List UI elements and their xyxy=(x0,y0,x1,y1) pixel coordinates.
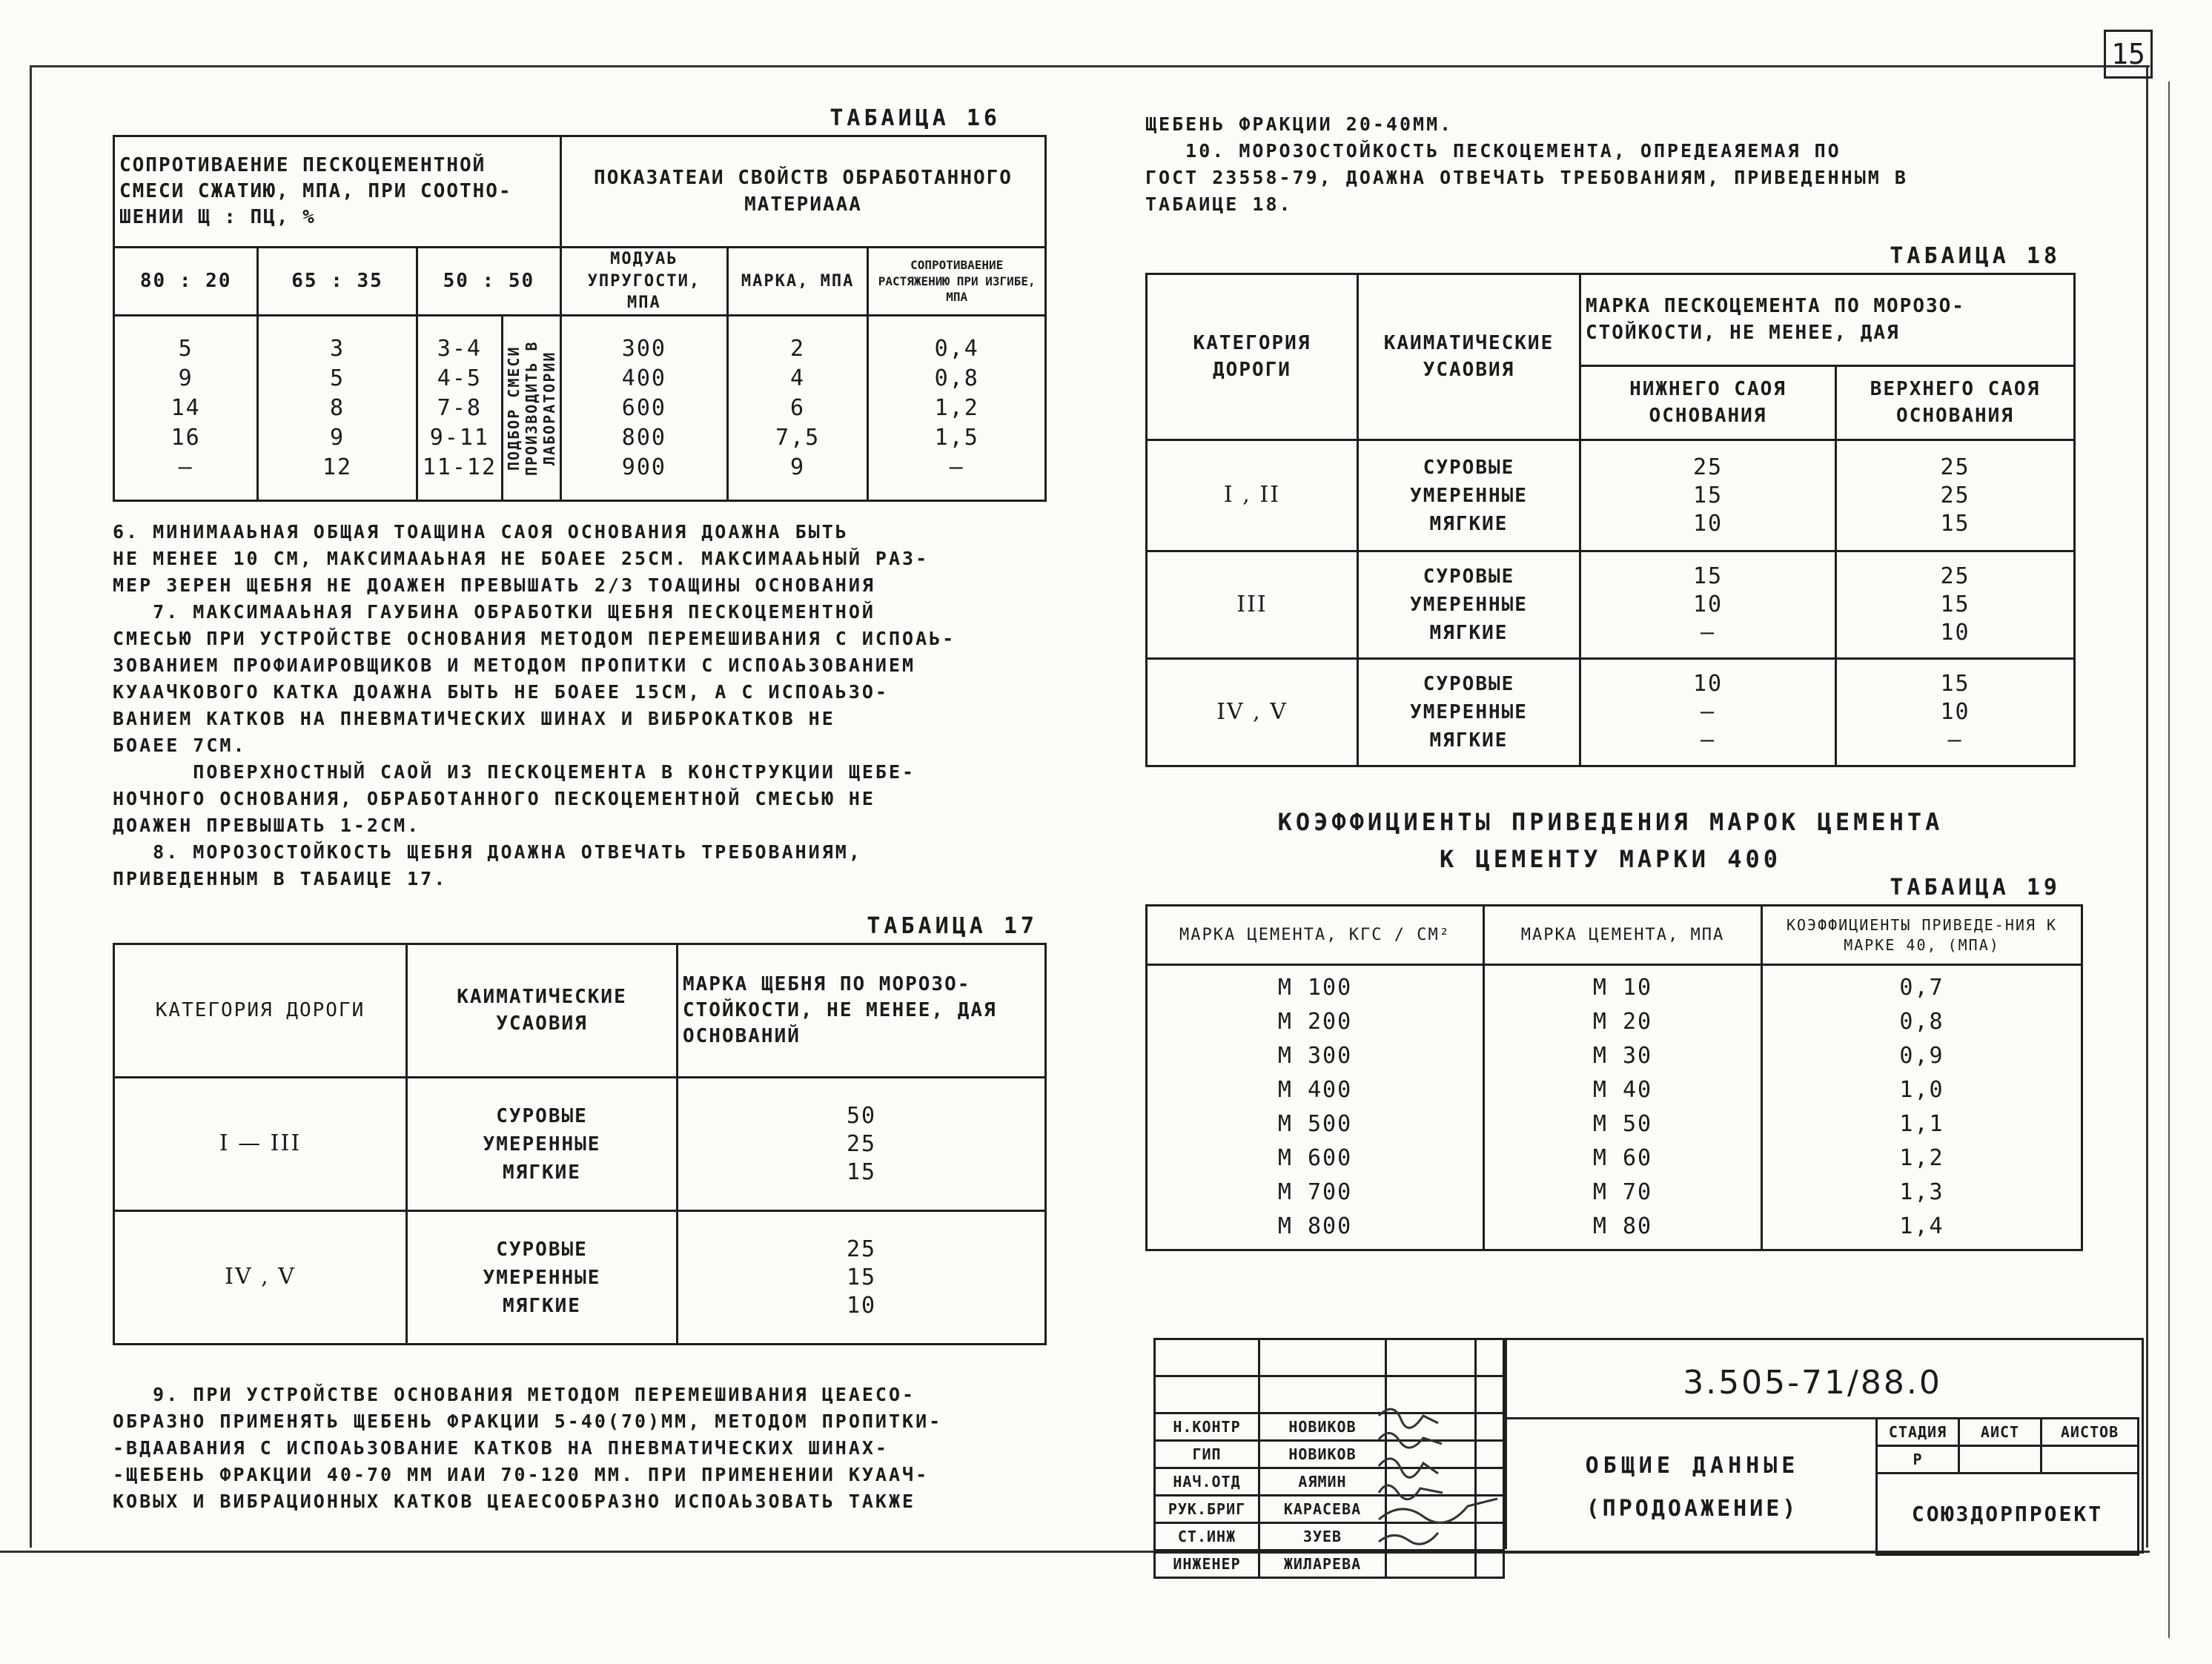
frame-right-line xyxy=(2146,65,2148,1548)
table18-row2-climate: СУРОВЫЕ УМЕРЕННЫЕ МЯГКИЕ xyxy=(1358,551,1580,659)
stamp-code: 3.505-71/88.0 xyxy=(1683,1364,1942,1402)
table18-header-category: КАТЕГОРИЯ ДОРОГИ xyxy=(1147,274,1358,440)
table19-header-kgs: МАРКА ЦЕМЕНТА, КГС / СМ² xyxy=(1147,906,1484,965)
table16-col-65: 3 5 8 9 12 xyxy=(258,316,417,501)
table17-row2-grade: 25 15 10 xyxy=(678,1211,1046,1345)
table18-header-grade: МАРКА ПЕСКОЦЕМЕНТА ПО МОРОЗО-СТОЙКОСТИ, НЕ МЕНЕЕ, ДАЯ xyxy=(1580,274,2075,366)
table18-row3-category: IV , V xyxy=(1147,659,1358,766)
stamp-sheets-label: АИСТОВ xyxy=(2042,1419,2139,1446)
stamp-sheet-label: АИСТ xyxy=(1959,1419,2042,1446)
table17-header-climate: КАИМАТИЧЕСКИЕ УСАОВИЯ xyxy=(407,944,678,1078)
table18-row1-lower: 25 15 10 xyxy=(1580,440,1836,551)
coefficients-title-1: КОЭФФИЦИЕНТЫ ПРИВЕДЕНИЯ МАРОК ЦЕМЕНТА xyxy=(1277,808,1944,836)
stamp-org: СОЮЗДОРПРОЕКТ xyxy=(1877,1474,2139,1555)
table19-col-kgs: М 100 М 200 М 300 М 400 М 500 М 600 М 700 М 800 xyxy=(1147,965,1484,1250)
table17-row1-climate: СУРОВЫЕ УМЕРЕННЫЕ МЯГКИЕ xyxy=(407,1078,678,1211)
table18-row3-upper: 15 10 — xyxy=(1836,659,2075,766)
table18-row1-climate: СУРОВЫЕ УМЕРЕННЫЕ МЯГКИЕ xyxy=(1358,440,1580,551)
stamp-role-1: Н.КОНТР xyxy=(1155,1413,1259,1441)
stamp-role-3: НАЧ.ОТД xyxy=(1155,1468,1259,1496)
table18-header-upper: ВЕРХНЕГО САОЯ ОСНОВАНИЯ xyxy=(1836,366,2075,440)
table16-lab-note: ПОДБОР СМЕСИ ПРОИЗВОДИТЬ В ЛАБОРАТОРИИ xyxy=(505,340,559,476)
table16 xyxy=(113,135,1047,502)
table19 xyxy=(1145,904,2083,1251)
stamp-role-4: РУК.БРИГ xyxy=(1155,1496,1259,1523)
table17 xyxy=(113,943,1047,1345)
table19-caption: ТАБАИЦА 19 xyxy=(1890,875,2061,901)
stamp-name-2: НОВИКОВ xyxy=(1259,1441,1386,1468)
table19-col-coef: 0,7 0,8 0,9 1,0 1,1 1,2 1,3 1,4 xyxy=(1762,965,2082,1250)
table18-row2-lower: 15 10 — xyxy=(1580,551,1836,659)
table16-ratio-1: 80 : 20 xyxy=(114,248,258,316)
table17-header-grade: МАРКА ЩЕБНЯ ПО МОРОЗО-СТОЙКОСТИ, НЕ МЕНЕЕ, ДАЯ ОСНОВАНИЙ xyxy=(678,944,1046,1078)
table17-caption: ТАБАИЦА 17 xyxy=(867,913,1038,939)
table16-header-left: СОПРОТИВАЕНИЕ ПЕСКОЦЕМЕНТНОЙ СМЕСИ СЖАТИЮ, МПА, ПРИ СООТНО-ШЕНИИ Щ : ПЦ, % xyxy=(114,136,561,248)
table17-header-category: КАТЕГОРИЯ ДОРОГИ xyxy=(114,944,407,1078)
stamp-stage-table xyxy=(1875,1417,2139,1556)
table16-col-modulus: 300 400 600 800 900 xyxy=(561,316,728,501)
table18-row2-upper: 25 15 10 xyxy=(1836,551,2075,659)
stamp-role-2: ГИП xyxy=(1155,1441,1259,1468)
paragraphs-6-8: 6. МИНИМААЬНАЯ ОБЩАЯ ТОАЩИНА САОЯ ОСНОВАНИЯ ДОАЖНА БЫТЬ НЕ МЕНЕЕ 10 СМ, МАКСИМААЬНАЯ НЕ БОАЕЕ 25СМ. МАКСИМААЬНЫЙ РАЗ- МЕР ЗЕРЕН ЩЕБНЯ НЕ ДОАЖЕН ПРЕВЫШАТЬ 2/3 ТОАЩИНЫ ОСНОВАНИЯ 7. МАКСИМААЬНАЯ ГАУБИНА ОБРАБОТКИ ЩЕБНЯ ПЕСКОЦЕМЕНТНОЙ СМЕСЬЮ ПРИ УСТРОЙСТВЕ ОСНОВАНИЯ МЕТОДОМ ПЕРЕМЕШИВАНИЯ С ИСПОАЬ- ЗОВАНИЕМ ПРОФИАИРОВЩИКОВ И МЕТОДОМ ПРОПИТКИ С ИСПОАЬЗОВАНИЕМ КУААЧКОВОГО КАТКА ДОАЖНА БЫТЬ НЕ БОАЕЕ 15СМ, А С ИСПОАЬЗО- ВАНИЕМ КАТКОВ НА ПНЕВМАТИЧЕСКИХ ШИНАХ И ВИБРОКАТКОВ НЕ БОАЕЕ 7СМ. ПОВЕРХНОСТНЫЙ САОЙ ИЗ ПЕСКОЦЕМЕНТА В КОНСТРУКЦИИ ЩЕБЕ- НОЧНОГО ОСНОВАНИЯ, ОБРАБОТАННОГО ПЕСКОЦЕМЕНТНОЙ СМЕСЬЮ НЕ ДОАЖЕН ПРЕВЫШАТЬ 1-2СМ. 8. МОРОЗОСТОЙКОСТЬ ЩЕБНЯ ДОАЖНА ОТВЕЧАТЬ ТРЕБОВАНИЯМ, ПРИВЕДЕННЫМ В ТАБАИЦЕ 17. xyxy=(113,521,956,889)
table16-caption: ТАБАИЦА 16 xyxy=(830,105,1001,131)
table18-row1-category: I , II xyxy=(1147,440,1358,551)
table16-col-50: 3-4 4-5 7-8 9-11 11-12 xyxy=(417,316,502,501)
table16-col-tensile: 0,4 0,8 1,2 1,5 — xyxy=(868,316,1046,501)
table19-col-mpa: М 10 М 20 М 30 М 40 М 50 М 60 М 70 М 80 xyxy=(1484,965,1762,1250)
table16-ratio-3: 50 : 50 xyxy=(417,248,560,316)
stamp-name-4: КАРАСЕВА xyxy=(1259,1496,1386,1523)
paragraph-10: ЩЕБЕНЬ ФРАКЦИИ 20-40ММ. 10. МОРОЗОСТОЙКОСТЬ ПЕСКОЦЕМЕНТА, ОПРЕДЕАЯЕМАЯ ПО ГОСТ 23558-79, ДОАЖНА ОТВЕЧАТЬ ТРЕБОВАНИЯМ, ПРИВЕДЕННЫМ В ТАБАИЦЕ 18. xyxy=(1145,113,1908,215)
page-number-box xyxy=(2104,30,2153,79)
table19-header-mpa: МАРКА ЦЕМЕНТА, МПА xyxy=(1484,906,1762,965)
table16-grade-header: МАРКА, МПА xyxy=(727,248,868,316)
table16-col-80: 5 9 14 16 — xyxy=(114,316,258,501)
table18-header-lower: НИЖНЕГО САОЯ ОСНОВАНИЯ xyxy=(1580,366,1836,440)
signatures-drawing xyxy=(1371,1393,1505,1549)
stamp-name-6: ЖИЛАРЕВА xyxy=(1259,1551,1386,1578)
stamp-role-6: ИНЖЕНЕР xyxy=(1155,1551,1259,1578)
table16-ratio-2: 65 : 35 xyxy=(258,248,417,316)
table18-header-climate: КАИМАТИЧЕСКИЕ УСАОВИЯ xyxy=(1358,274,1580,440)
table16-lab-note-cell xyxy=(503,316,561,501)
stamp-role-5: СТ.ИНЖ xyxy=(1155,1523,1259,1551)
table16-tensile-header: СОПРОТИВАЕНИЕ РАСТЯЖЕНИЮ ПРИ ИЗГИБЕ, МПА xyxy=(868,248,1046,316)
table17-row1-category: I — III xyxy=(114,1078,407,1211)
stamp-stage-label: СТАДИЯ xyxy=(1877,1419,1959,1446)
table18-row1-upper: 25 25 15 xyxy=(1836,440,2075,551)
stamp-name-5: ЗУЕВ xyxy=(1259,1523,1386,1551)
table16-modulus-header: МОДУАЬ УПРУГОСТИ, МПА xyxy=(561,248,728,316)
coefficients-title-2: К ЦЕМЕНТУ МАРКИ 400 xyxy=(1439,845,1782,873)
stamp-title-1: ОБЩИЕ ДАННЫЕ xyxy=(1585,1453,1800,1479)
stamp-name-3: АЯМИН xyxy=(1259,1468,1386,1496)
table17-row2-climate: СУРОВЫЕ УМЕРЕННЫЕ МЯГКИЕ xyxy=(407,1211,678,1345)
stamp-name-1: НОВИКОВ xyxy=(1259,1413,1386,1441)
table16-header-right: ПОКАЗАТЕАИ СВОЙСТВ ОБРАБОТАННОГО МАТЕРИААА xyxy=(561,136,1046,248)
table18-caption: ТАБАИЦА 18 xyxy=(1890,243,2061,269)
table19-header-coef: КОЭФФИЦИЕНТЫ ПРИВЕДЕ-НИЯ К МАРКЕ 40, (МПА) xyxy=(1762,906,2082,965)
frame-top-line xyxy=(30,65,2150,67)
table17-row2-category: IV , V xyxy=(114,1211,407,1345)
paragraph-9: 9. ПРИ УСТРОЙСТВЕ ОСНОВАНИЯ МЕТОДОМ ПЕРЕМЕШИВАНИЯ ЦЕАЕСО- ОБРАЗНО ПРИМЕНЯТЬ ЩЕБЕНЬ ФРАКЦИИ 5-40(70)ММ, МЕТОДОМ ПРОПИТКИ- -ВДААВАНИЯ С ИСПОАЬЗОВАНИЕ КАТКОВ НА ПНЕВМАТИЧЕСКИХ ШИНАХ- -ЩЕБЕНЬ ФРАКЦИИ 40-70 ММ ИАИ 70-120 ММ. ПРИ ПРИМЕНЕНИИ КУААЧ- КОВЫХ И ВИБРАЦИОННЫХ КАТКОВ ЦЕАЕСООБРАЗНО ИСПОАЬЗОВАТЬ ТАКЖЕ xyxy=(113,1384,943,1512)
table18-row3-lower: 10 — — xyxy=(1580,659,1836,766)
page-number: 15 xyxy=(2111,38,2145,70)
table18-row2-category: III xyxy=(1147,551,1358,659)
stamp-stage-value: Р xyxy=(1877,1446,1959,1474)
table18 xyxy=(1145,273,2076,767)
table16-col-grade: 2 4 6 7,5 9 xyxy=(727,316,868,501)
frame-left-line xyxy=(30,65,32,1548)
table18-row3-climate: СУРОВЫЕ УМЕРЕННЫЕ МЯГКИЕ xyxy=(1358,659,1580,766)
stamp-title-2: (ПРОДОАЖЕНИЕ) xyxy=(1586,1496,1799,1522)
scan-edge-line xyxy=(2168,82,2170,1638)
table17-row1-grade: 50 25 15 xyxy=(678,1078,1046,1211)
